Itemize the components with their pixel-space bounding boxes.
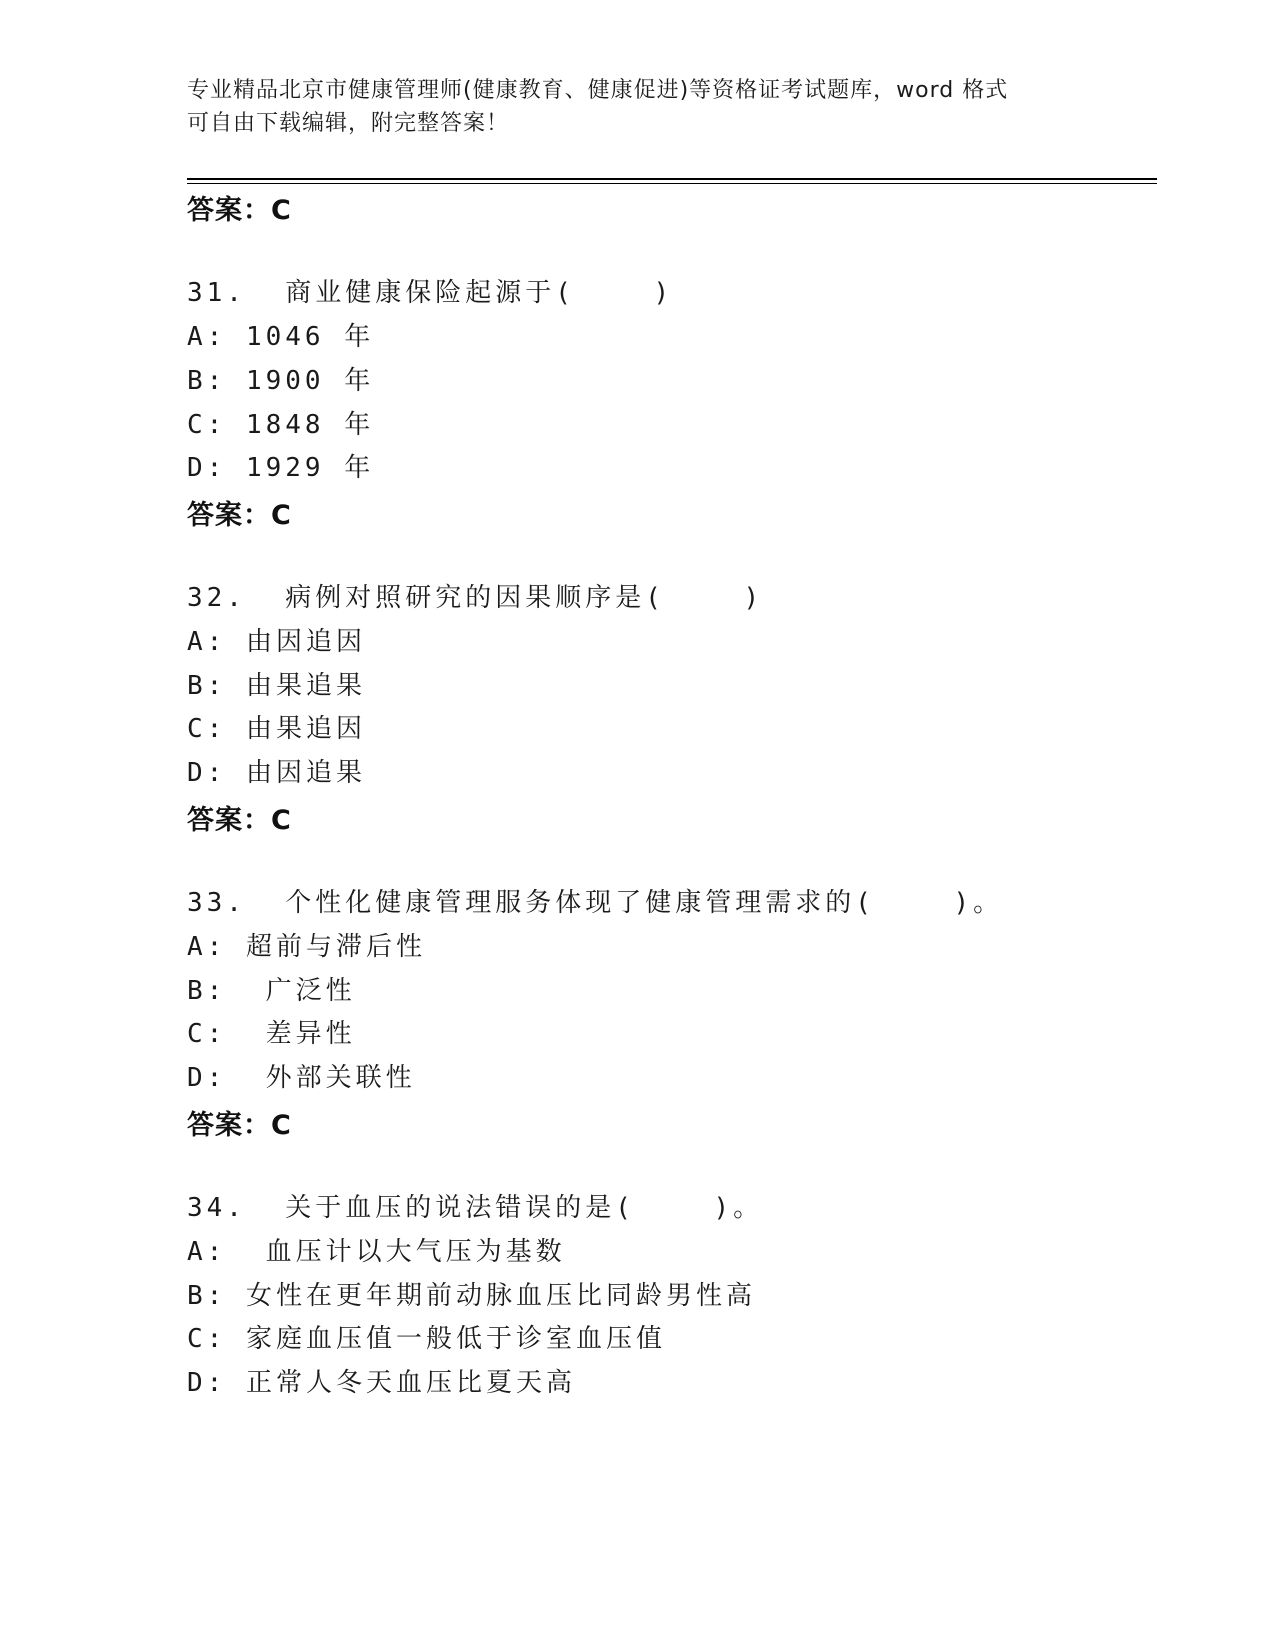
question-34-option-b: B: 女性在更年期前动脉血压比同龄男性高	[187, 1281, 756, 1311]
answer-prev: 答案：C	[187, 195, 292, 226]
header-line-2: 可自由下载编辑，附完整答案！	[187, 111, 510, 136]
question-32-option-d: D: 由因追果	[187, 758, 366, 788]
question-32-option-c: C: 由果追因	[187, 714, 366, 744]
question-33-option-a: A: 超前与滞后性	[187, 932, 426, 962]
question-31: 31. 商业健康保险起源于( )	[187, 278, 674, 308]
header-line-1: 专业精品北京市健康管理师(健康教育、健康促进)等资格证考试题库，word 格式	[187, 78, 1009, 103]
question-32-option-a: A: 由因追因	[187, 627, 366, 657]
question-33-option-c: C: 差异性	[187, 1019, 356, 1049]
header-rule-thin	[187, 183, 1157, 184]
question-33-answer: 答案：C	[187, 1110, 292, 1141]
question-33: 33. 个性化健康管理服务体现了健康管理需求的( )。	[187, 888, 1004, 918]
page-header	[187, 74, 1067, 140]
question-33-option-b: B: 广泛性	[187, 976, 356, 1006]
question-34-option-c: C: 家庭血压值一般低于诊室血压值	[187, 1324, 666, 1354]
question-31-answer: 答案：C	[187, 500, 292, 531]
question-34-option-d: D: 正常人冬天血压比夏天高	[187, 1368, 576, 1398]
question-34: 34. 关于血压的说法错误的是( )。	[187, 1193, 764, 1223]
question-31-option-d: D: 1929 年	[187, 453, 375, 483]
question-33-option-d: D: 外部关联性	[187, 1063, 416, 1093]
question-31-option-b: B: 1900 年	[187, 366, 375, 396]
question-32-option-b: B: 由果追果	[187, 671, 366, 701]
question-31-option-a: A: 1046 年	[187, 322, 375, 352]
header-rule-thick	[187, 178, 1157, 180]
question-31-option-c: C: 1848 年	[187, 410, 375, 440]
question-32-answer: 答案：C	[187, 805, 292, 836]
question-34-option-a: A: 血压计以大气压为基数	[187, 1237, 566, 1267]
question-32: 32. 病例对照研究的因果顺序是( )	[187, 583, 764, 613]
